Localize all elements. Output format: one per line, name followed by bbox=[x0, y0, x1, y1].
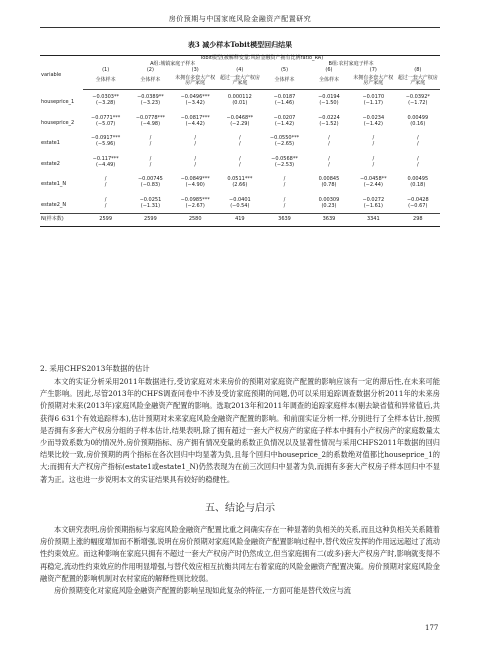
table-cell: / bbox=[328, 141, 330, 147]
table-cell: (8) bbox=[414, 66, 422, 73]
table-cell: / bbox=[194, 155, 197, 162]
table-cell: 2580 bbox=[173, 214, 218, 227]
table-cell: houseprice_1 bbox=[41, 98, 75, 105]
table-cell: (−4.49) bbox=[96, 161, 116, 168]
table-cell: / bbox=[416, 161, 419, 168]
table-cell: / bbox=[416, 141, 419, 147]
table-cell: −0.0251 bbox=[139, 196, 162, 203]
table-cell: −0.0389** bbox=[137, 94, 164, 101]
table-cell: / bbox=[149, 155, 152, 162]
table-cell: / bbox=[239, 141, 241, 147]
table-cell: (−0.54) bbox=[230, 202, 250, 209]
table-cell: (−2.53) bbox=[274, 161, 295, 168]
running-head: 房价预期与中国家庭风险金融资产配置研究 bbox=[168, 15, 312, 23]
table-cell: (−3.42) bbox=[185, 100, 205, 106]
paragraph-1 bbox=[40, 376, 440, 486]
table-cell: B组:农村家庭子样本 bbox=[328, 60, 374, 67]
table-cell: / bbox=[328, 161, 330, 168]
table-cell: (−0.83) bbox=[140, 182, 161, 188]
table-cell: / bbox=[283, 196, 286, 203]
page-number: 177 bbox=[425, 624, 439, 632]
table-cell: / bbox=[194, 161, 197, 168]
table-cell: (0.78) bbox=[321, 182, 337, 188]
table-cell: −0.0170 bbox=[362, 94, 385, 101]
table-cell: (−1.46) bbox=[274, 100, 295, 106]
table-cell: 全体样本 bbox=[262, 73, 307, 90]
table-cell: 超过一套大产权房产家庭 bbox=[396, 73, 440, 90]
table-cell: / bbox=[416, 155, 419, 162]
table-cell: (−1.17) bbox=[363, 100, 383, 106]
table-cell: 3639 bbox=[307, 214, 351, 227]
table-cell: (−1.42) bbox=[363, 120, 383, 127]
table-cell: (−4.90) bbox=[185, 182, 205, 188]
table-cell: 0.00495 bbox=[407, 176, 429, 183]
table-row bbox=[40, 101, 440, 111]
table-cell: −0.0771*** bbox=[91, 114, 121, 121]
table-cell: / bbox=[372, 155, 375, 162]
table-cell: N(样本数) bbox=[40, 214, 83, 227]
table-cell: A组:城镇家庭子样本 bbox=[150, 60, 196, 67]
table-cell: (0.01) bbox=[232, 100, 248, 106]
table-cell: −0.0917*** bbox=[91, 135, 121, 142]
table-cell: (−2.65) bbox=[274, 141, 295, 147]
table-cell: −0.0496*** bbox=[180, 94, 210, 101]
paragraph-2-text: 本文研究表明,房价预期指标与家庭风险金融资产配置比重之间确实存在一种显著的负相关的关系,而且这种负相关关系随着房价预期上涨的幅度增加而不断增强,说明在房价预期对家庭风险金融资产配置影响过程中,替代效应发挥的作用远远超过了流动性约束效应。而这种影响在家庭只拥有不超过一套大产权房产时仍然成立,但当家庭拥有二(或多)套大产权房产时,影响就变得不再稳定,流动性约束效应的作用明显增强,与替代效应相互抗衡共同左右着家庭的风险金融资产配置决策。房价预期对家庭风险金融资产配置的影响机制对农村家庭的解释性则比较弱。 bbox=[40, 525, 440, 583]
table-cell: (0.16) bbox=[410, 120, 426, 127]
table-cell: (−1.61) bbox=[363, 202, 383, 209]
table-cell: (2) bbox=[146, 66, 154, 73]
table-cell: / bbox=[194, 141, 197, 147]
table-cell: (0.23) bbox=[321, 202, 337, 209]
table-cell: estate1 bbox=[41, 140, 60, 147]
table-cell: −0.0817*** bbox=[180, 114, 210, 121]
table-cell: −0.0224 bbox=[318, 114, 340, 121]
table-cell: (−2.44) bbox=[363, 182, 383, 188]
paragraph-2 bbox=[40, 524, 440, 597]
table-cell: (−4.42) bbox=[185, 120, 205, 127]
table-cell: 0.0511*** bbox=[227, 176, 253, 183]
table-row bbox=[40, 142, 440, 152]
table-cell: −0.0234 bbox=[362, 114, 385, 121]
table-cell: estate2_N bbox=[41, 201, 67, 208]
table-row bbox=[40, 204, 440, 214]
table-cell: (−1.50) bbox=[319, 100, 339, 106]
table-cell: −0.0428 bbox=[406, 196, 429, 203]
table-cell: −0.0458** bbox=[359, 176, 387, 183]
table-cell: (−3.23) bbox=[140, 100, 161, 106]
table-cell: −0.0778*** bbox=[135, 114, 165, 121]
table-row bbox=[40, 193, 440, 204]
table-cell: (−1.72) bbox=[408, 100, 428, 106]
table-cell: 全体样本 bbox=[128, 73, 173, 90]
table-cell: estate2 bbox=[41, 160, 60, 167]
table-cell: 0.000112 bbox=[227, 94, 252, 101]
table-cell: 2599 bbox=[83, 214, 128, 227]
paragraph-3-text: 房价预期变化对家庭风险金融资产配置的影响呈现如此复杂的特征,一方面可能是替代效应与流 bbox=[54, 586, 351, 596]
table-cell: −0.0207 bbox=[273, 114, 296, 121]
table-cell: (−5.96) bbox=[96, 141, 116, 147]
table-cell: / bbox=[372, 135, 375, 142]
table-cell: / bbox=[283, 202, 286, 209]
table-cell: (−1.52) bbox=[319, 120, 339, 127]
table-cell: estate1_N bbox=[41, 181, 67, 188]
table-cell: −0.0187 bbox=[273, 94, 296, 101]
table-cell: −0.0568** bbox=[271, 155, 298, 162]
header-rule bbox=[40, 27, 440, 28]
table-cell: −0.0985*** bbox=[180, 196, 210, 203]
table-cell: / bbox=[239, 161, 241, 168]
table-cell: / bbox=[372, 161, 375, 168]
table-cell: 3341 bbox=[351, 214, 396, 227]
table-cell: / bbox=[283, 182, 286, 188]
table-cell: (−2.29) bbox=[230, 120, 250, 127]
paragraph-1-text: 本文的实证分析采用2011年数据进行,受访家庭对未来房价的预期对家庭资产配置的影响应该有一定的滞后性,在未来可能产生影响。因此,尽管2013年的CHFS调查问卷中不涉及受访家庭预期的问题,仍可以采用追踪调查数据分析2011年的未来房价预期对未来(2013年)家庭风险金融资产配置的影响。选取2013年和2011年调查的追踪家庭样本(剔去缺省值和异常值后,共获得6 631个有效追踪样本),估计预期对未来家庭风险金融资产配置的影响。和前面实证分析一样,分别进行了全样本估计,按照是否拥有多套大产权房分组的子样本估计,结果表明,除了拥有超过一套大产权房产的家庭子样本中拥有小产权房产的家庭数量太少而导致系数为0的情况外,房价预期指标、房产拥有情况变量的系数正负情况以及显著性情况与采用CHFS2011年数据的回归结果比较一致,房价预期的两个指标在各次回归中均显著为负,且每个回归中houseprice_2的系数绝对值都比houseprice_1的大;而拥有大产权房产指标(estate1或estate1_N)仍然表现为在前三次回归中显著为负,而拥有多套大产权房子样本回归中不显著为正。这也进一步说明本文的实证结果具有较好的稳健性。 bbox=[40, 377, 440, 484]
table-cell: 298 bbox=[396, 214, 440, 227]
table-cell: / bbox=[416, 135, 419, 142]
table-row bbox=[40, 183, 440, 193]
table-cell: (−3.28) bbox=[96, 100, 116, 106]
table-cell: (7) bbox=[369, 66, 377, 73]
table-cell: −0.0272 bbox=[362, 196, 385, 203]
table-cell: −0.0849*** bbox=[180, 176, 210, 183]
table-cell: / bbox=[239, 135, 241, 142]
table-cell: 0.00309 bbox=[318, 196, 340, 203]
table-cell: (6) bbox=[325, 66, 333, 73]
table-cell: variable bbox=[41, 71, 62, 78]
table-cell: houseprice_2 bbox=[41, 119, 75, 126]
table-cell: −0.0194 bbox=[318, 94, 340, 101]
table-cell: 419 bbox=[218, 214, 263, 227]
table-cell: / bbox=[283, 176, 286, 183]
table-cell: / bbox=[239, 155, 241, 162]
table-row bbox=[40, 163, 440, 173]
table-cell: (5) bbox=[280, 66, 289, 73]
table-cell: −0.00745 bbox=[137, 176, 163, 183]
table-row bbox=[40, 152, 440, 163]
table-cell: / bbox=[328, 155, 330, 162]
table-cell: −0.0550*** bbox=[269, 135, 300, 142]
table-cell: (0.18) bbox=[410, 182, 426, 188]
table-cell: 0.00499 bbox=[407, 114, 429, 121]
table-cell: / bbox=[194, 135, 197, 142]
regression-table bbox=[40, 55, 440, 227]
table-cell: (−5.07) bbox=[96, 120, 116, 127]
table-cell: 未拥有多套大产权房产家庭 bbox=[351, 73, 396, 90]
table-cell: / bbox=[328, 135, 330, 142]
table-cell: / bbox=[104, 196, 107, 203]
table-cell: 0.00845 bbox=[318, 176, 340, 183]
table-cell: −0.0392* bbox=[405, 94, 430, 101]
table-title: 表3 减少样本Tobit模型回归结果 bbox=[187, 40, 293, 49]
subsection-heading: 2. 采用CHFS2013年数据的估计 bbox=[40, 364, 150, 373]
table-cell: (2.66) bbox=[232, 182, 248, 188]
table-cell: (−1.31) bbox=[140, 202, 161, 209]
table-cell: / bbox=[149, 161, 152, 168]
table-cell: / bbox=[149, 141, 152, 147]
table-cell: 3639 bbox=[262, 214, 307, 227]
table-cell: −0.0303** bbox=[92, 94, 119, 101]
table-cell: (−0.67) bbox=[408, 202, 428, 209]
table-cell: 超过一套大产权房产家庭 bbox=[218, 73, 263, 90]
table-cell: / bbox=[104, 176, 107, 183]
table-cell: −0.0468** bbox=[226, 114, 254, 121]
table-cell: 2599 bbox=[128, 214, 173, 227]
table-cell: 全体样本 bbox=[83, 73, 128, 90]
table-cell: (4) bbox=[236, 66, 244, 73]
table-cell: / bbox=[104, 202, 107, 209]
table-cell: 全体样本 bbox=[307, 73, 351, 90]
table-cell: −0.117*** bbox=[92, 155, 119, 162]
table-cell: (−1.42) bbox=[274, 120, 295, 127]
table-n-row bbox=[40, 214, 440, 227]
table-cell: (−4.98) bbox=[140, 120, 161, 127]
table-cell: Tobit模型(被解释变量:风险金融资产拥有比例ratio_RA) bbox=[83, 56, 440, 62]
table-cell: −0.0401 bbox=[229, 196, 251, 203]
table-cell: (3) bbox=[191, 66, 199, 73]
table-col-name-row bbox=[40, 73, 440, 90]
table-cell: / bbox=[149, 135, 152, 142]
section-title: 五、结论与启示 bbox=[205, 503, 275, 514]
table-row bbox=[40, 111, 440, 122]
table-cell: (−2.67) bbox=[185, 202, 205, 209]
table-cell: / bbox=[104, 182, 107, 188]
table-row bbox=[40, 122, 440, 132]
table-cell: (1) bbox=[102, 66, 110, 73]
table-cell: 未拥有多套大产权房产家庭 bbox=[173, 73, 218, 90]
table-cell: / bbox=[372, 141, 375, 147]
